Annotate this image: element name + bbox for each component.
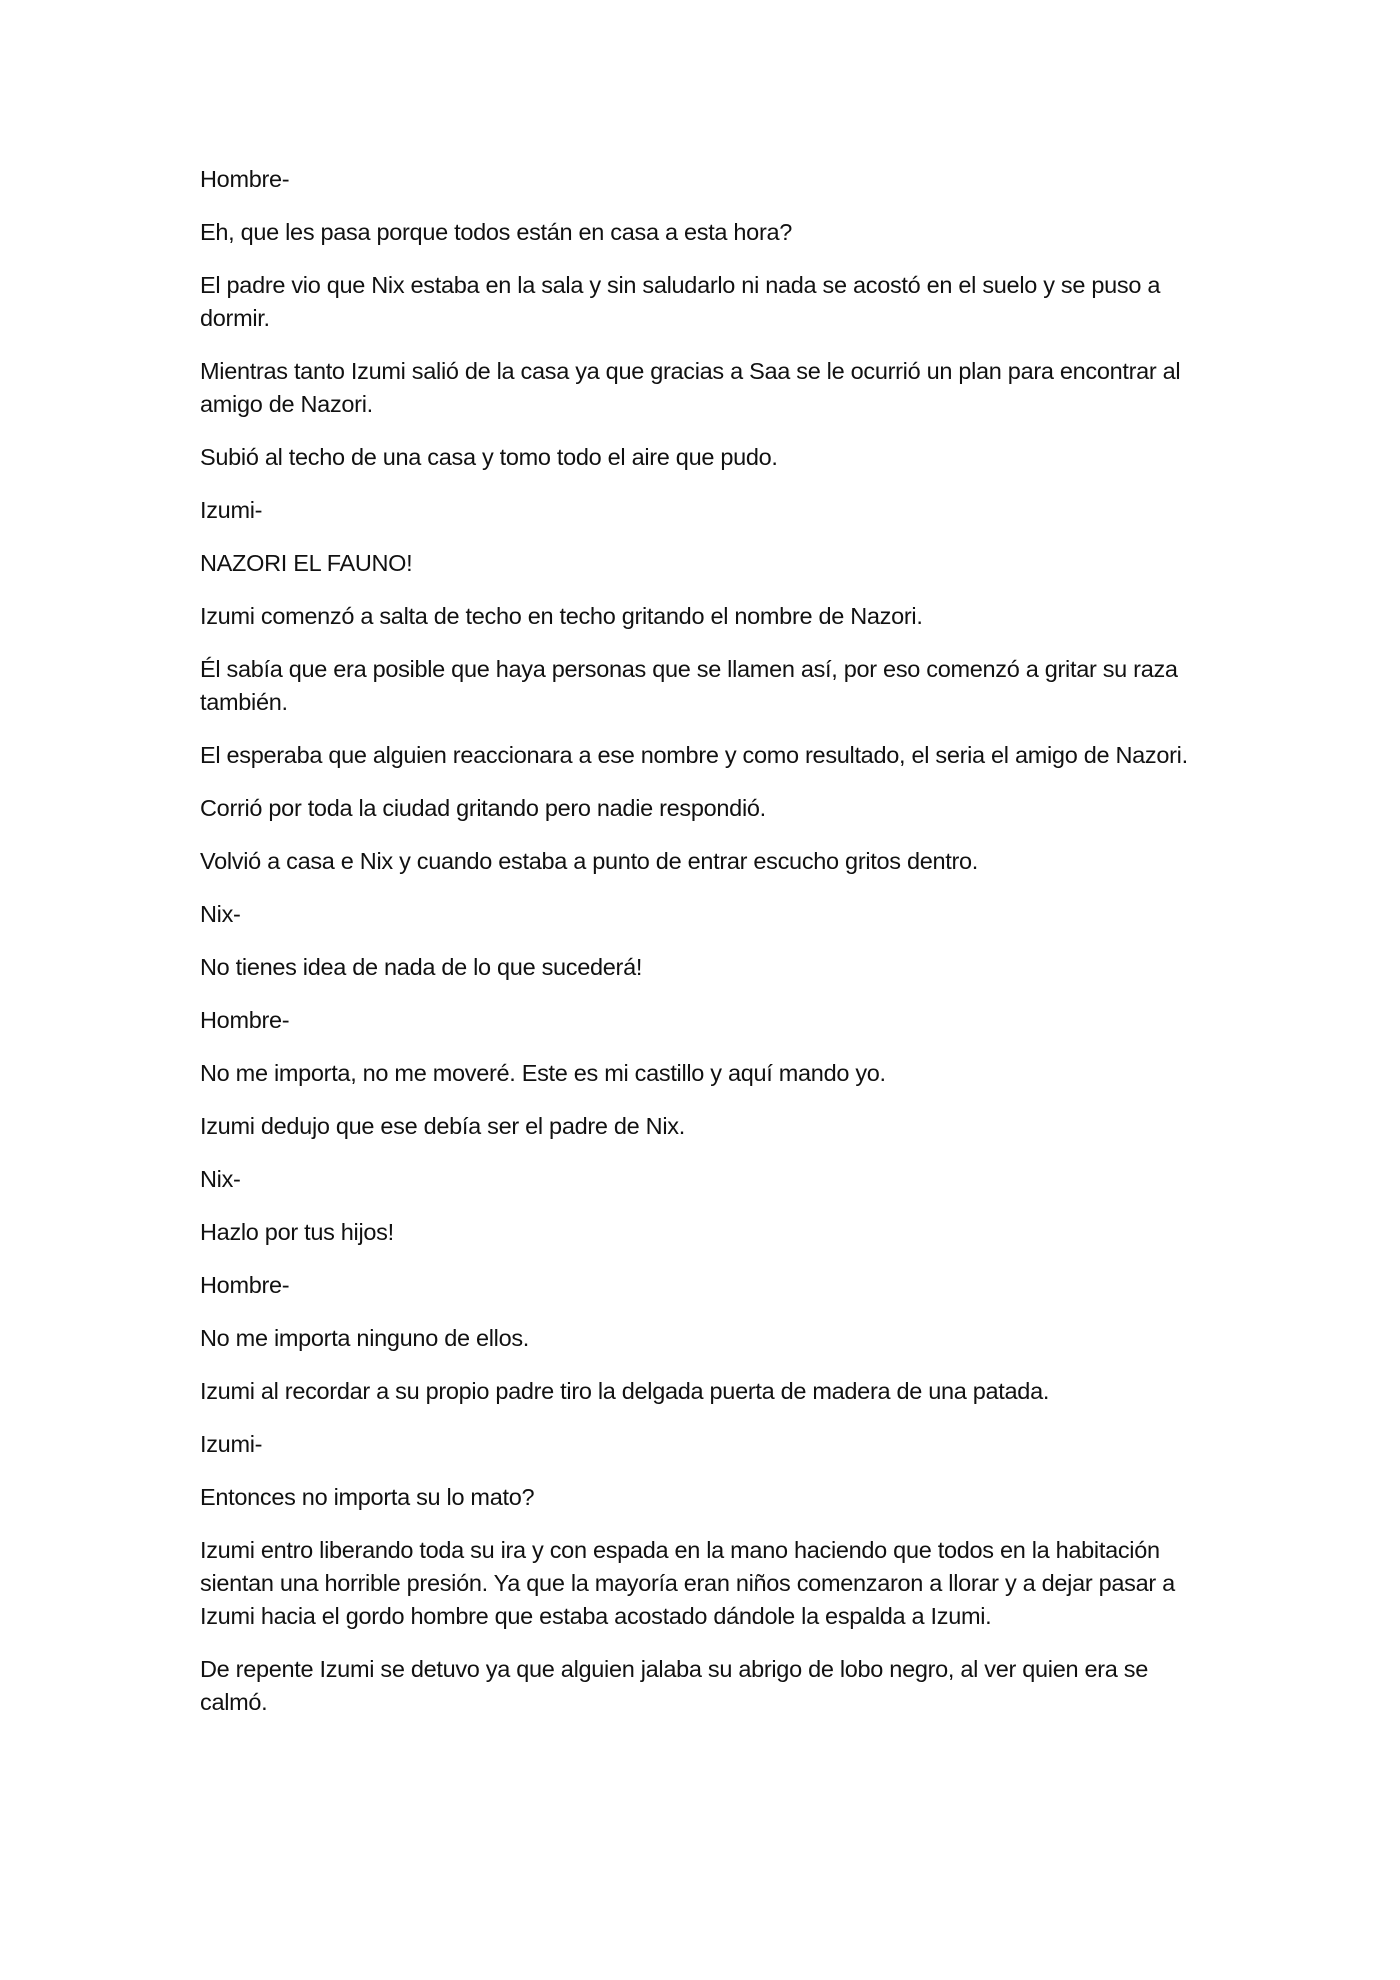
paragraph: Subió al techo de una casa y tomo todo el aire que pudo. <box>200 444 778 470</box>
paragraph: Él sabía que era posible que haya personas que se llamen así, por eso comenzó a gritar su raza también. <box>200 656 1178 715</box>
paragraph: Eh, que les pasa porque todos están en casa a esta hora? <box>200 219 793 245</box>
paragraph: Izumi comenzó a salta de techo en techo gritando el nombre de Nazori. <box>200 603 923 629</box>
paragraph: Nix- <box>200 901 241 927</box>
paragraph: Corrió por toda la ciudad gritando pero nadie respondió. <box>200 795 766 821</box>
paragraph: Hombre- <box>200 166 290 192</box>
paragraph: Nix- <box>200 1166 241 1192</box>
paragraph: Hazlo por tus hijos! <box>200 1219 394 1245</box>
paragraph: No tienes idea de nada de lo que sucederá! <box>200 954 643 980</box>
paragraph: Izumi- <box>200 1431 263 1457</box>
paragraph: Izumi- <box>200 497 263 523</box>
paragraph: Mientras tanto Izumi salió de la casa ya que gracias a Saa se le ocurrió un plan para encontrar al amigo de Nazori. <box>200 358 1181 417</box>
paragraph: Hombre- <box>200 1007 290 1033</box>
paragraph: Izumi dedujo que ese debía ser el padre de Nix. <box>200 1113 685 1139</box>
paragraph: El esperaba que alguien reaccionara a ese nombre y como resultado, el seria el amigo de Nazori. <box>200 742 1188 768</box>
paragraph: El padre vio que Nix estaba en la sala y sin saludarlo ni nada se acostó en el suelo y se puso a dormir. <box>200 272 1161 331</box>
paragraph: No me importa ninguno de ellos. <box>200 1325 530 1351</box>
paragraph: Hombre- <box>200 1272 290 1298</box>
paragraph: Izumi entro liberando toda su ira y con espada en la mano haciendo que todos en la habitación sientan una horrible presión. Ya que la mayoría eran niños comenzaron a llorar y a dejar pasar a Izumi hacia el gordo hombre que estaba acostado dándole la espalda a Izumi. <box>200 1537 1175 1629</box>
paragraph: De repente Izumi se detuvo ya que alguien jalaba su abrigo de lobo negro, al ver quien era se calmó. <box>200 1656 1148 1715</box>
paragraph: Entonces no importa su lo mato? <box>200 1484 535 1510</box>
document-body <box>200 163 1205 1739</box>
paragraph: Volvió a casa e Nix y cuando estaba a punto de entrar escucho gritos dentro. <box>200 848 979 874</box>
paragraph: No me importa, no me moveré. Este es mi castillo y aquí mando yo. <box>200 1060 886 1086</box>
paragraph: Izumi al recordar a su propio padre tiro la delgada puerta de madera de una patada. <box>200 1378 1050 1404</box>
paragraph: NAZORI EL FAUNO! <box>200 550 413 576</box>
